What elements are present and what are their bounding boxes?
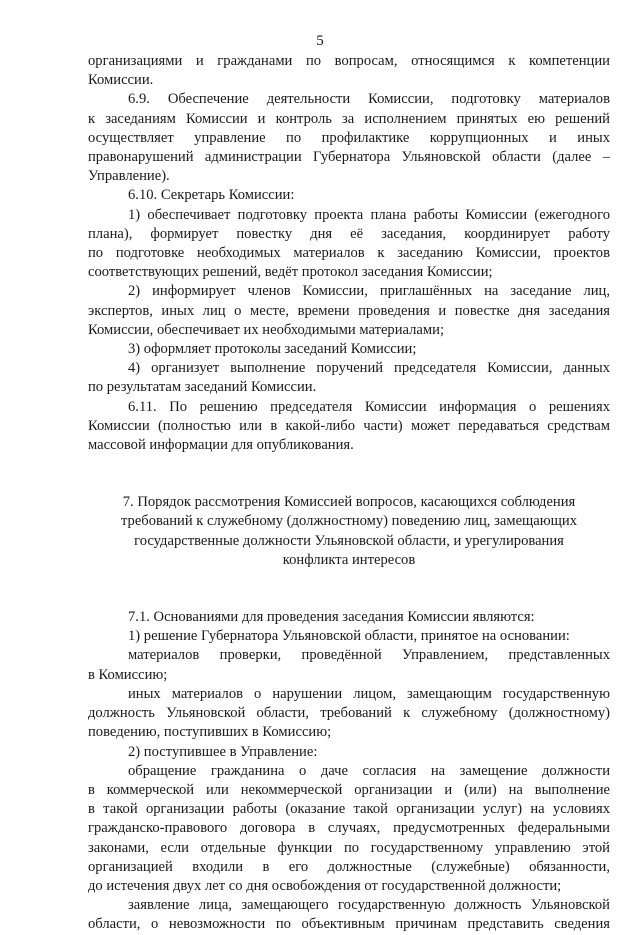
- text-line: Комиссии, обеспечивает их необходимыми материалами;: [88, 321, 444, 338]
- text-line: 6.10. Секретарь Комиссии:: [128, 187, 295, 204]
- text-line: 7.1. Основаниями для проведения заседания Комиссии являются:: [128, 609, 535, 626]
- text-line: иных материалов о нарушении лицом, замещающим государственную: [128, 685, 610, 702]
- paragraph: [88, 896, 610, 934]
- text-line: 6.11. По решению председателя Комиссии информация о решениях: [128, 398, 610, 415]
- text-line: обращение гражданина о даче согласия на замещение должности: [128, 762, 610, 779]
- paragraph: [88, 646, 610, 684]
- text-line: в такой организации работы (оказание такой организации услуг) на условиях: [88, 801, 610, 818]
- paragraph: [88, 52, 610, 90]
- text-line: материалов проверки, проведённой Управлением, представленных: [128, 647, 610, 664]
- paragraph: [88, 685, 610, 743]
- text-line: законами, если отдельные функции по государственному управлению этой: [88, 839, 610, 856]
- paragraph: [88, 206, 610, 283]
- paragraph: [88, 627, 610, 646]
- text-line: 3) оформляет протоколы заседаний Комиссии;: [128, 341, 417, 358]
- section-title: [88, 493, 610, 570]
- text-line: 1) решение Губернатора Ульяновской области, принятое на основании:: [128, 628, 570, 645]
- section-spacer: [88, 570, 610, 608]
- page-number: 5: [316, 33, 324, 49]
- section-title-line: конфликта интересов: [282, 551, 416, 568]
- section-title-line: 7. Порядок рассмотрения Комиссией вопросов, касающихся соблюдения: [122, 494, 576, 511]
- text-line: экспертов, иных лиц о месте, времени проведения и повестке дня заседания: [88, 302, 610, 319]
- text-line: организациями и гражданами по вопросам, относящимся к компетенции: [88, 53, 610, 69]
- document-body: [88, 52, 610, 935]
- text-line: области, о невозможности по объективным причинам представить сведения: [88, 916, 610, 933]
- text-line: 2) информирует членов Комиссии, приглашённых на заседание лиц,: [128, 283, 610, 300]
- section-spacer: [88, 455, 610, 493]
- section-title-line: требований к служебному (должностному) поведению лиц, замещающих: [120, 513, 578, 530]
- text-line: плана), формирует повестку дня её заседания, координирует работу: [88, 225, 610, 242]
- section-title-line: государственные должности Ульяновской области, и урегулирования: [134, 532, 564, 549]
- text-line: организацией входили в его должностные (служебные) обязанности,: [88, 858, 610, 875]
- text-line: 2) поступившее в Управление:: [128, 743, 318, 760]
- paragraph: [88, 282, 610, 340]
- text-line: заявление лица, замещающего государственную должность Ульяновской: [128, 897, 610, 914]
- paragraph: [88, 743, 610, 762]
- text-line: по подготовке необходимых материалов к заседанию Комиссии, проектов: [88, 245, 610, 262]
- paragraph: [88, 90, 610, 186]
- text-line: осуществляет управление по профилактике коррупционных и иных: [88, 129, 610, 146]
- paragraph: [88, 608, 610, 627]
- text-line: массовой информации для опубликования.: [88, 437, 354, 454]
- text-line: Управление).: [88, 168, 170, 185]
- text-line: 1) обеспечивает подготовку проекта плана работы Комиссии (ежегодного: [128, 206, 610, 223]
- text-line: в коммерческой или некоммерческой организации и (или) на выполнение: [88, 781, 610, 798]
- text-line: по результатам заседаний Комиссии.: [88, 379, 317, 396]
- text-line: в Комиссию;: [88, 666, 168, 683]
- paragraph: [88, 762, 610, 896]
- paragraph: [88, 186, 610, 205]
- text-line: 4) организует выполнение поручений председателя Комиссии, данных: [128, 360, 610, 377]
- paragraph: [88, 398, 610, 456]
- text-line: гражданско-правового договора в случаях, предусмотренных федеральными: [88, 820, 610, 837]
- text-line: правонарушений администрации Губернатора Ульяновской области (далее –: [88, 149, 610, 166]
- text-line: Комиссии.: [88, 72, 154, 89]
- paragraph: [88, 340, 610, 359]
- text-line: 6.9. Обеспечение деятельности Комиссии, подготовку материалов: [128, 91, 610, 108]
- text-line: Комиссии (полностью или в какой-либо части) может передаваться средствам: [88, 417, 610, 434]
- text-line: до истечения двух лет со дня освобождения от государственной должности;: [88, 877, 562, 894]
- text-line: должность Ульяновской области, требований к служебному (должностному): [88, 705, 610, 722]
- text-line: соответствующих решений, ведёт протокол заседания Комиссии;: [88, 264, 493, 281]
- text-line: поведению, поступивших в Комиссию;: [88, 724, 332, 741]
- text-line: к заседаниям Комиссии и контроль за исполнением принятых ею решений: [88, 110, 610, 127]
- paragraph: [88, 359, 610, 397]
